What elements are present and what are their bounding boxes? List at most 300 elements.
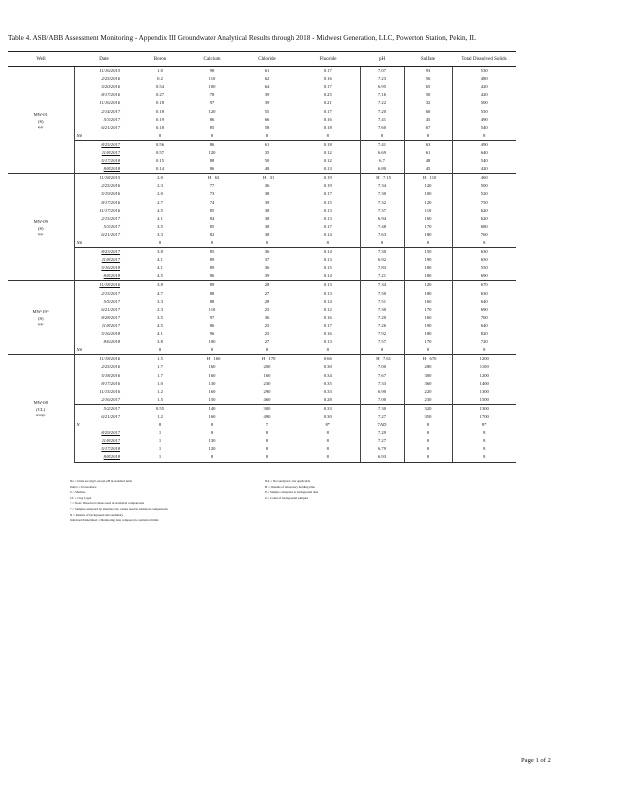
sample-date: 5/5/2017 (103, 298, 120, 304)
value-cell-tds (452, 363, 516, 371)
value-cell-tds (452, 182, 516, 190)
value-so4: 230 (424, 396, 432, 402)
value-tds: 500 (480, 100, 488, 106)
value-tds: 630 (480, 249, 488, 255)
value-cl: 55 (264, 108, 270, 114)
value-cell-cl (238, 346, 296, 355)
table-row (8, 338, 516, 346)
value-cell-ca (186, 298, 238, 306)
value-cell-ca (186, 264, 238, 272)
value-so4: 8 (426, 446, 430, 452)
value-cell-boron (134, 445, 186, 453)
value-cl: 27 (264, 290, 270, 296)
sample-date: 11/8/2017 (101, 322, 120, 328)
value-so4: 280 (424, 364, 432, 370)
value-boron: 4.5 (157, 322, 163, 328)
table-row (8, 306, 516, 314)
value-tds: 650 (480, 257, 488, 263)
value-cell-cl (238, 107, 296, 115)
value-cl: 39 (264, 92, 270, 98)
value-tds: 550 (480, 265, 488, 271)
value-cell-f (296, 355, 360, 364)
value-ca: 8 (210, 430, 214, 436)
value-cell-f (296, 338, 360, 346)
value-cell-ph (360, 306, 404, 314)
value-so4: 56 (425, 76, 431, 82)
value-tds: 8 (483, 454, 486, 460)
value-tds: 8 (483, 430, 486, 436)
value-f: 0.33 (323, 388, 332, 394)
value-cl: 37 (264, 257, 270, 263)
sample-date: 5/20/2016 (101, 84, 120, 90)
value-ph: 7.67 (377, 372, 387, 378)
value-ca: 120 (208, 446, 216, 452)
date-cell (74, 338, 134, 346)
value-cell-ph (360, 75, 404, 83)
value-cell-ph (360, 149, 404, 157)
value-cell-f (296, 453, 360, 462)
value-boron: 3.8 (157, 282, 163, 288)
value-ca: 140 (208, 405, 216, 411)
table-row (8, 322, 516, 330)
value-cell-so4 (404, 207, 452, 215)
value-boron: 2.3 (157, 306, 163, 312)
value-cell-boron (134, 272, 186, 281)
date-cell (74, 272, 134, 281)
note-line: N = Results of background data summary (70, 512, 124, 517)
value-cell-ph (360, 83, 404, 91)
value-cell-ph (360, 388, 404, 396)
date-cell (74, 388, 134, 396)
value-boron: 0.57 (155, 149, 165, 155)
value-cell-tds (452, 330, 516, 338)
table-row (8, 67, 516, 76)
value-boron: 3.3 (157, 298, 163, 304)
value-cell-f (296, 363, 360, 371)
value-cell-so4 (404, 371, 452, 379)
value-ca: 110 (208, 76, 216, 82)
value-ca: 160 (208, 388, 216, 394)
date-cell (74, 453, 134, 462)
value-cell-ph (360, 248, 404, 257)
value-boron: 0.19 (155, 116, 165, 122)
date-cell (74, 256, 134, 264)
col-header-boron: Boron (134, 52, 186, 67)
value-cell-ca (186, 132, 238, 141)
value-cell-so4 (404, 404, 452, 413)
value-cell-boron (134, 83, 186, 91)
value-ph: 7.33 (377, 380, 387, 386)
well-cell (8, 67, 74, 174)
value-tds: 750 (480, 199, 488, 205)
value-cell-boron (134, 396, 186, 405)
value-cell-cl (238, 380, 296, 388)
table-row (8, 429, 516, 437)
value-cell-f (296, 445, 360, 453)
well-gradient: downgr. (35, 413, 46, 418)
value-f: 0.14 (323, 273, 332, 279)
date-cell (74, 290, 134, 298)
table-row (8, 223, 516, 231)
value-cell-boron (134, 346, 186, 355)
value-cell-so4 (404, 248, 452, 257)
value-cell-so4 (404, 132, 452, 141)
sample-date: 6/21/2017 (101, 124, 120, 130)
value-cell-so4 (404, 413, 452, 421)
value-boron: 3.8 (157, 249, 163, 255)
value-cell-boron (134, 264, 186, 272)
value-f: 0.21 (323, 100, 332, 106)
summary-label: N# (76, 132, 82, 138)
value-so4: 8 (426, 347, 430, 353)
notes-left (70, 479, 168, 524)
value-f: 0.14 (323, 231, 332, 237)
value-ca: 160 (208, 364, 216, 370)
value-f: 0.14 (323, 249, 332, 255)
value-tds: 500 (480, 183, 488, 189)
value-boron: 0.27 (155, 92, 165, 98)
value-cell-ca (186, 306, 238, 314)
value-f: 8 (326, 132, 329, 138)
value-cell-ph (360, 437, 404, 445)
value-cell-boron (134, 355, 186, 364)
value-cell-so4 (404, 149, 452, 157)
table-row (8, 363, 516, 371)
value-so4: 300 (424, 372, 432, 378)
value-cell-f (296, 437, 360, 445)
table-row (8, 413, 516, 421)
value-cell-so4 (404, 363, 452, 371)
value-cell-ph (360, 413, 404, 421)
value-so4: 220 (424, 388, 432, 394)
value-cell-cl (238, 182, 296, 190)
value-ph: 7.30 (377, 405, 387, 411)
sample-date: 5/17/2018 (101, 158, 120, 164)
value-ph: 7.20 (377, 108, 387, 114)
table-row (8, 207, 516, 215)
value-cl: 8 (265, 430, 269, 436)
table-row (8, 75, 516, 83)
value-cell-so4 (404, 223, 452, 231)
sample-date: 8/17/2016 (101, 92, 120, 98)
value-ph: 7.83 (377, 265, 387, 271)
table-row (8, 91, 516, 99)
value-f: 0.30 (323, 364, 332, 370)
value-cell-cl (238, 338, 296, 346)
sample-date: 8/8/2018 (103, 166, 120, 172)
value-tds: 8* (481, 422, 487, 428)
value-cell-ca (186, 83, 238, 91)
value-tds: 720 (480, 339, 488, 345)
date-cell (74, 174, 134, 183)
value-cell-tds (452, 124, 516, 132)
sample-date: 5/16/2018 (101, 331, 120, 337)
value-cell-boron (134, 124, 186, 132)
value-ca: 77 (209, 183, 215, 189)
value-cell-so4 (404, 322, 452, 330)
value-cell-so4 (404, 83, 452, 91)
value-cell-tds (452, 199, 516, 207)
value-cell-so4 (404, 314, 452, 322)
value-ph: 7.00 (377, 364, 387, 370)
value-cell-boron (134, 157, 186, 165)
qualifier-flag: H (422, 175, 427, 181)
value-cell-tds (452, 165, 516, 174)
value-cell-tds (452, 445, 516, 453)
value-cell-f (296, 290, 360, 298)
value-cell-ph (360, 116, 404, 124)
value-cell-cl (238, 124, 296, 132)
well-cell (8, 281, 74, 355)
value-cell-ca (186, 99, 238, 107)
table-row (8, 116, 516, 124)
value-cell-tds (452, 157, 516, 165)
value-cell-so4 (404, 124, 452, 132)
value-tds: 420 (480, 92, 488, 98)
sample-date: 11/16/2016 (99, 100, 120, 106)
date-cell (74, 404, 134, 413)
value-ph: 6.93 (377, 454, 387, 460)
value-f: 0.66 (323, 356, 332, 362)
sample-date: 11/18/2016 (99, 356, 120, 362)
value-ph: 7.30 (377, 306, 387, 312)
date-cell (74, 437, 134, 445)
date-cell (74, 363, 134, 371)
value-cell-so4 (404, 75, 452, 83)
value-f: 0.17 (323, 108, 332, 114)
value-cell-ph (360, 140, 404, 149)
value-cell-tds (452, 248, 516, 257)
value-so4: 8 (426, 430, 430, 436)
value-cell-ph (360, 190, 404, 198)
value-so4: 8 (426, 454, 430, 460)
value-ph: 7.00 (377, 396, 387, 402)
value-cell-f (296, 75, 360, 83)
value-ph: 6.92 (377, 257, 387, 263)
value-f: 0.15 (323, 265, 332, 271)
value-cell-f (296, 67, 360, 76)
value-cell-cl (238, 371, 296, 379)
value-so4: 63 (425, 141, 431, 147)
value-cell-tds (452, 140, 516, 149)
value-f: 8 (326, 240, 329, 246)
value-ca: 85 (209, 207, 215, 213)
value-f: 0.17 (323, 191, 332, 197)
value-cell-ca (186, 256, 238, 264)
value-cell-f (296, 322, 360, 330)
sample-date: 2/14/2017 (101, 108, 120, 114)
date-cell (74, 371, 134, 379)
value-boron: 4.1 (157, 331, 163, 337)
value-so4: 320 (424, 405, 432, 411)
value-cell-f (296, 388, 360, 396)
value-cell-f (296, 298, 360, 306)
value-f: 0.25 (323, 92, 332, 98)
value-ph: 6.90 (377, 388, 387, 394)
value-f: 0.28 (323, 396, 332, 402)
value-so4: 48 (425, 158, 431, 164)
date-cell (74, 140, 134, 149)
value-cl: 230 (263, 380, 271, 386)
value-tds: 8 (483, 240, 486, 246)
value-cl: 36 (264, 183, 270, 189)
value-cell-cl (238, 281, 296, 290)
value-cell-boron (134, 149, 186, 157)
date-cell (74, 396, 134, 405)
col-header-calcium: Calcium (186, 52, 238, 67)
value-cell-ca (186, 380, 238, 388)
summary-label: N# (76, 240, 82, 246)
value-f: 0.16 (323, 331, 332, 337)
value-cell-tds (452, 380, 516, 388)
value-boron: 0.15 (155, 158, 165, 164)
value-so4: 670 (429, 356, 437, 362)
value-cell-so4 (404, 396, 452, 405)
value-cell-boron (134, 338, 186, 346)
value-boron: 8 (158, 132, 162, 138)
value-cell-tds (452, 290, 516, 298)
value-cell-boron (134, 306, 186, 314)
value-cell-f (296, 429, 360, 437)
value-cell-f (296, 272, 360, 281)
value-cell-ph (360, 404, 404, 413)
value-ca: 82 (209, 231, 215, 237)
value-ca: 100 (208, 339, 216, 345)
date-cell (74, 281, 134, 290)
value-cell-so4 (404, 388, 452, 396)
value-boron: 4.7 (157, 290, 163, 296)
value-ph: 7.60 (377, 124, 387, 130)
value-boron: 3.5 (157, 223, 163, 229)
sample-date: 5/17/2018 (101, 446, 120, 452)
value-f: 0.17 (323, 68, 332, 74)
sample-date: 11/18/2015 (99, 175, 120, 181)
value-ph: 7.22 (377, 100, 387, 106)
value-f: 0.19 (323, 175, 332, 181)
value-ph: 7.50 (377, 290, 387, 296)
sample-date: 2/25/2016 (101, 364, 120, 370)
sample-date: 2/16/2017 (101, 396, 120, 402)
value-boron: 0.14 (155, 166, 165, 172)
value-ph: 7.29 (377, 430, 387, 436)
date-cell (74, 165, 134, 174)
value-boron: 1.7 (157, 364, 163, 370)
value-cell-so4 (404, 453, 452, 462)
value-cell-boron (134, 140, 186, 149)
table-row (8, 290, 516, 298)
value-f: 8 (326, 454, 329, 460)
date-cell (74, 83, 134, 91)
value-f: 0.13 (323, 257, 332, 263)
value-ca: 85 (209, 223, 215, 229)
value-boron: 2.7 (157, 199, 163, 205)
value-so4: 190 (424, 257, 432, 263)
value-cell-so4 (404, 182, 452, 190)
date-cell (74, 75, 134, 83)
value-ph: 7.16 (377, 92, 387, 98)
value-cell-boron (134, 388, 186, 396)
value-cell-ca (186, 207, 238, 215)
value-cell-ca (186, 174, 238, 183)
value-tds: 540 (480, 124, 488, 130)
value-cl: 8 (265, 240, 269, 246)
value-cell-boron (134, 437, 186, 445)
value-cell-ca (186, 116, 238, 124)
value-ca: 89 (209, 265, 215, 271)
value-ca: 8 (210, 347, 214, 353)
value-boron: 1.5 (157, 396, 163, 402)
sample-date: 8/17/2016 (101, 380, 120, 386)
value-boron: 8 (158, 240, 162, 246)
value-ca: 8 (210, 240, 214, 246)
value-cell-boron (134, 281, 186, 290)
value-cell-so4 (404, 67, 452, 76)
value-f: 8 (326, 430, 329, 436)
value-cell-cl (238, 445, 296, 453)
value-f: 8* (325, 422, 331, 428)
well-gradient: upgr. (37, 322, 44, 327)
value-cell-so4 (404, 429, 452, 437)
value-f: 0.12 (323, 306, 332, 312)
value-boron: 1.7 (157, 372, 163, 378)
table-row (8, 404, 516, 413)
value-ph: 7.51 (377, 298, 387, 304)
value-ca: 160 (208, 413, 216, 419)
value-tds: 690 (480, 273, 488, 279)
value-cl: 25 (264, 331, 270, 337)
value-cell-ca (186, 165, 238, 174)
value-cell-cl (238, 215, 296, 223)
value-ph: 6.7 (379, 158, 385, 164)
value-cell-tds (452, 298, 516, 306)
value-tds: 540 (480, 158, 488, 164)
sample-date: 2/25/2016 (101, 76, 120, 82)
value-cl: 58 (264, 124, 270, 130)
value-cell-cl (238, 199, 296, 207)
value-ph: 7.63 (377, 231, 387, 237)
sample-date: 11/8/2017 (101, 438, 120, 444)
table-row (8, 99, 516, 107)
value-ca: 85 (209, 124, 215, 130)
value-cell-boron (134, 231, 186, 239)
value-cell-ph (360, 91, 404, 99)
date-cell (74, 306, 134, 314)
value-cell-cl (238, 453, 296, 462)
date-cell (74, 132, 134, 141)
well-id: MW-19^ (32, 309, 49, 315)
date-cell (74, 330, 134, 338)
value-cell-f (296, 396, 360, 405)
value-cell-tds (452, 107, 516, 115)
sample-date: 11/8/2017 (101, 257, 120, 263)
value-cell-so4 (404, 290, 452, 298)
value-cell-boron (134, 380, 186, 388)
value-tds: 640 (480, 322, 488, 328)
value-cell-ca (186, 445, 238, 453)
value-cell-boron (134, 248, 186, 257)
value-so4: 160 (424, 314, 432, 320)
value-ph: 7.37 (377, 207, 387, 213)
value-f: 0.17 (323, 322, 332, 328)
value-cl: 39 (264, 100, 270, 106)
value-cell-ca (186, 231, 238, 239)
value-cell-ph (360, 182, 404, 190)
value-cell-cl (238, 83, 296, 91)
value-cell-cl (238, 264, 296, 272)
well-cell (8, 355, 74, 462)
value-cl: 490 (263, 413, 271, 419)
value-cell-ph (360, 355, 404, 364)
